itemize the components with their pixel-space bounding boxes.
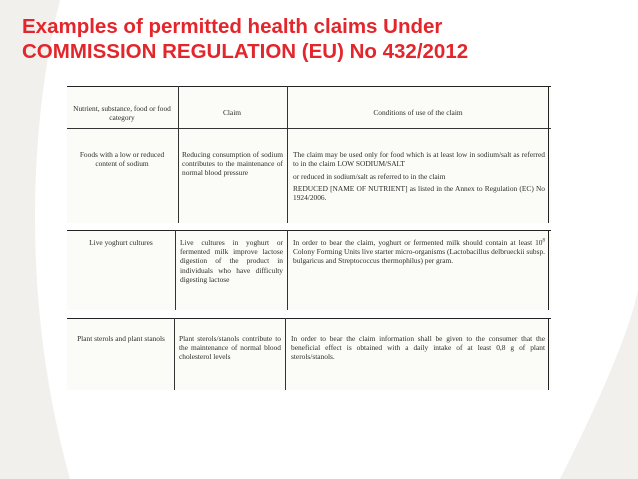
table-scan-3	[67, 318, 551, 390]
row3-claim: Plant sterols/stanols contribute to the maintenance of normal blood cholesterol levels	[179, 334, 281, 362]
row1-claim: Reducing consumption of sodium contributes to the maintenance of normal blood pressure	[182, 150, 283, 178]
slide-title	[22, 14, 622, 64]
row3-nutrient: Plant sterols and plant stanols	[77, 334, 165, 343]
title-line-2: COMMISSION REGULATION (EU) No 432/2012	[22, 40, 469, 63]
row1-nutrient: Foods with a low or reduced content of sodium	[79, 150, 165, 169]
header-claim: Claim	[222, 108, 242, 117]
row1-conditions-1: The claim may be used only for food which is at least low in sodium/salt as referred to in the claim LOW SODIUM/SALT	[293, 150, 545, 169]
title-line-1: Examples of permitted health claims Under	[22, 15, 443, 38]
header-conditions: Conditions of use of the claim	[373, 108, 463, 117]
table-scan-1	[67, 86, 551, 223]
header-nutrient: Nutrient, substance, food or food category	[73, 104, 171, 123]
row3-conditions: In order to bear the claim information shall be given to the consumer that the beneficial effect is obtained with a daily intake of at least 0,8 g of plant sterols/stanols.	[291, 334, 545, 362]
row2-conditions	[293, 238, 545, 266]
row2-conditions-b: Colony Forming Units live starter micro-organisms (Lactobacillus delbrueckii subsp. bulgaricus and Streptococcus thermophilus) per gram.	[293, 247, 545, 266]
row2-nutrient: Live yoghurt cultures	[89, 238, 153, 247]
row2-conditions-exponent: 8	[542, 238, 545, 244]
table-scan-2	[67, 230, 551, 310]
row2-conditions-a: In order to bear the claim, yoghurt or fermented milk should contain at least 10	[293, 238, 543, 247]
row1-conditions-3: REDUCED [NAME OF NUTRIENT] as listed in the Annex to Regulation (EC) No 1924/2006.	[293, 184, 545, 203]
row1-conditions-2: or reduced in sodium/salt as referred to in the claim	[293, 172, 446, 181]
row2-claim: Live cultures in yoghurt or fermented milk improve lactose digestion of the product in individuals who have difficulty digesting lactose	[180, 238, 283, 284]
